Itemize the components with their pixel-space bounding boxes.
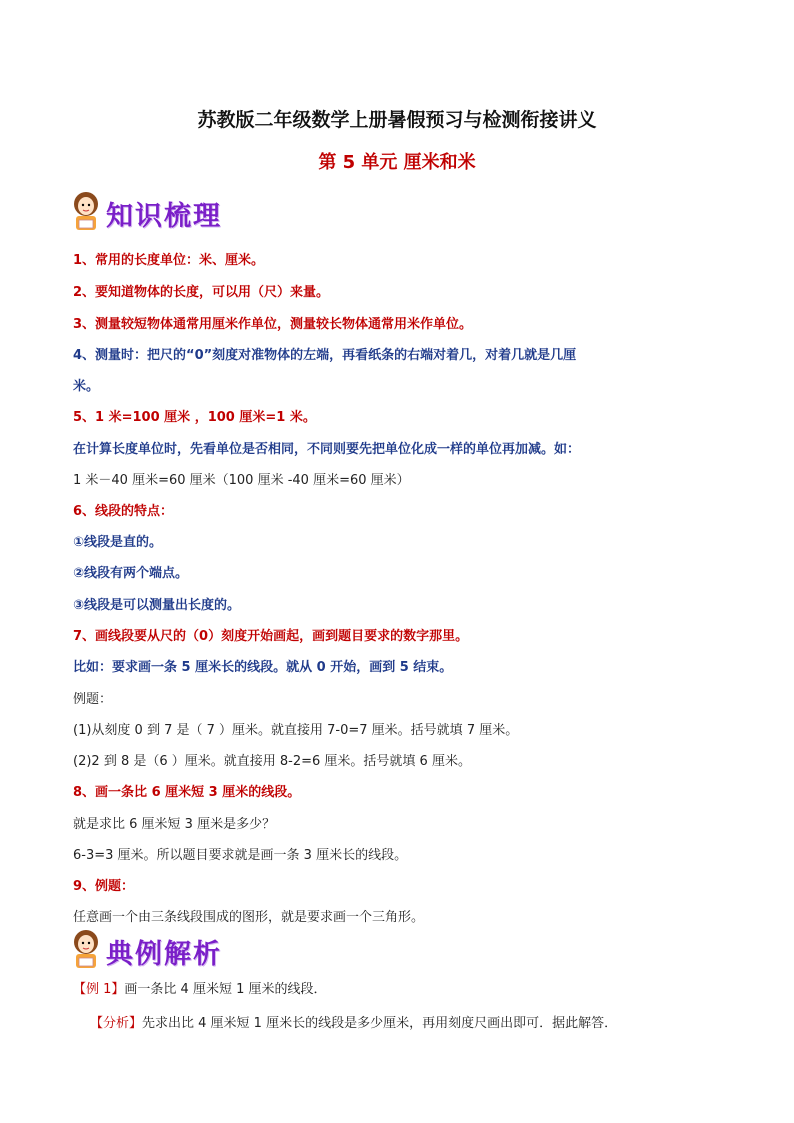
list-item: (1)从刻度 0 到 7 是（ 7 ）厘米。就直接用 7-0=7 厘米。括号就填 7 厘米。 — [73, 723, 519, 738]
list-item: 4、测量时：把尺的“0”刻度对准物体的左端，再看纸条的右端对着几，对着几就是几厘 — [73, 348, 577, 363]
list-item: ①线段是直的。 — [73, 535, 163, 550]
list-item: 例题： — [73, 692, 113, 707]
section-banner-examples: 典例解析 — [106, 939, 222, 970]
example-1 — [73, 978, 326, 997]
list-item: 1、常用的长度单位：米、厘米。 — [73, 253, 265, 268]
list-item: 6-3=3 厘米。所以题目要求就是画一条 3 厘米长的线段。 — [73, 848, 408, 863]
example-tag: 【例 1】 — [73, 982, 125, 997]
section-banner-knowledge: 知识梳理 — [106, 201, 222, 232]
list-item: 6、线段的特点： — [73, 504, 174, 519]
list-item: (2)2 到 8 是（6 ）厘米。就直接用 8-2=6 厘米。括号就填 6 厘米。 — [73, 754, 471, 769]
list-item: 5、1 米=100 厘米 ，100 厘米=1 米。 — [73, 410, 316, 425]
list-item: 1 米－40 厘米=60 厘米（100 厘米 -40 厘米=60 厘米） — [73, 473, 410, 488]
list-item: 7、画线段要从尺的（0）刻度开始画起，画到题目要求的数字那里。 — [73, 629, 469, 644]
list-item: 米。 — [73, 379, 100, 394]
list-item: 在计算长度单位时，先看单位是否相同，不同则要先把单位化成一样的单位再加减。如： — [73, 442, 581, 457]
list-item: 9、例题： — [73, 879, 135, 894]
list-item: 3、测量较短物体通常用厘米作单位，测量较长物体通常用米作单位。 — [73, 317, 473, 332]
list-item: ③线段是可以测量出长度的。 — [73, 598, 241, 613]
list-item: 比如：要求画一条 5 厘米长的线段。就从 0 开始，画到 5 结束。 — [73, 660, 453, 675]
document-subtitle: 第 5 单元 厘米和米 — [318, 152, 476, 173]
analysis-tag: 【分析】 — [90, 1016, 143, 1031]
list-item: 任意画一个由三条线段围成的图形，就是要求画一个三角形。 — [73, 910, 425, 925]
list-item: 2、要知道物体的长度，可以用（尺）来量。 — [73, 285, 330, 300]
analysis-text: 先求出比 4 厘米短 1 厘米长的线段是多少厘米，再用刻度尺画出即可．据此解答． — [142, 1016, 618, 1031]
document-title: 苏教版二年级数学上册暑假预习与检测衔接讲义 — [197, 109, 597, 131]
list-item: 就是求比 6 厘米短 3 厘米是多少？ — [73, 817, 276, 832]
example-text: 画一条比 4 厘米短 1 厘米的线段． — [124, 982, 327, 997]
girl-mascot-icon — [70, 190, 102, 232]
girl-mascot-icon — [70, 928, 102, 970]
list-item: ②线段有两个端点。 — [73, 566, 189, 581]
analysis-1 — [90, 1012, 617, 1031]
list-item: 8、画一条比 6 厘米短 3 厘米的线段。 — [73, 785, 301, 800]
